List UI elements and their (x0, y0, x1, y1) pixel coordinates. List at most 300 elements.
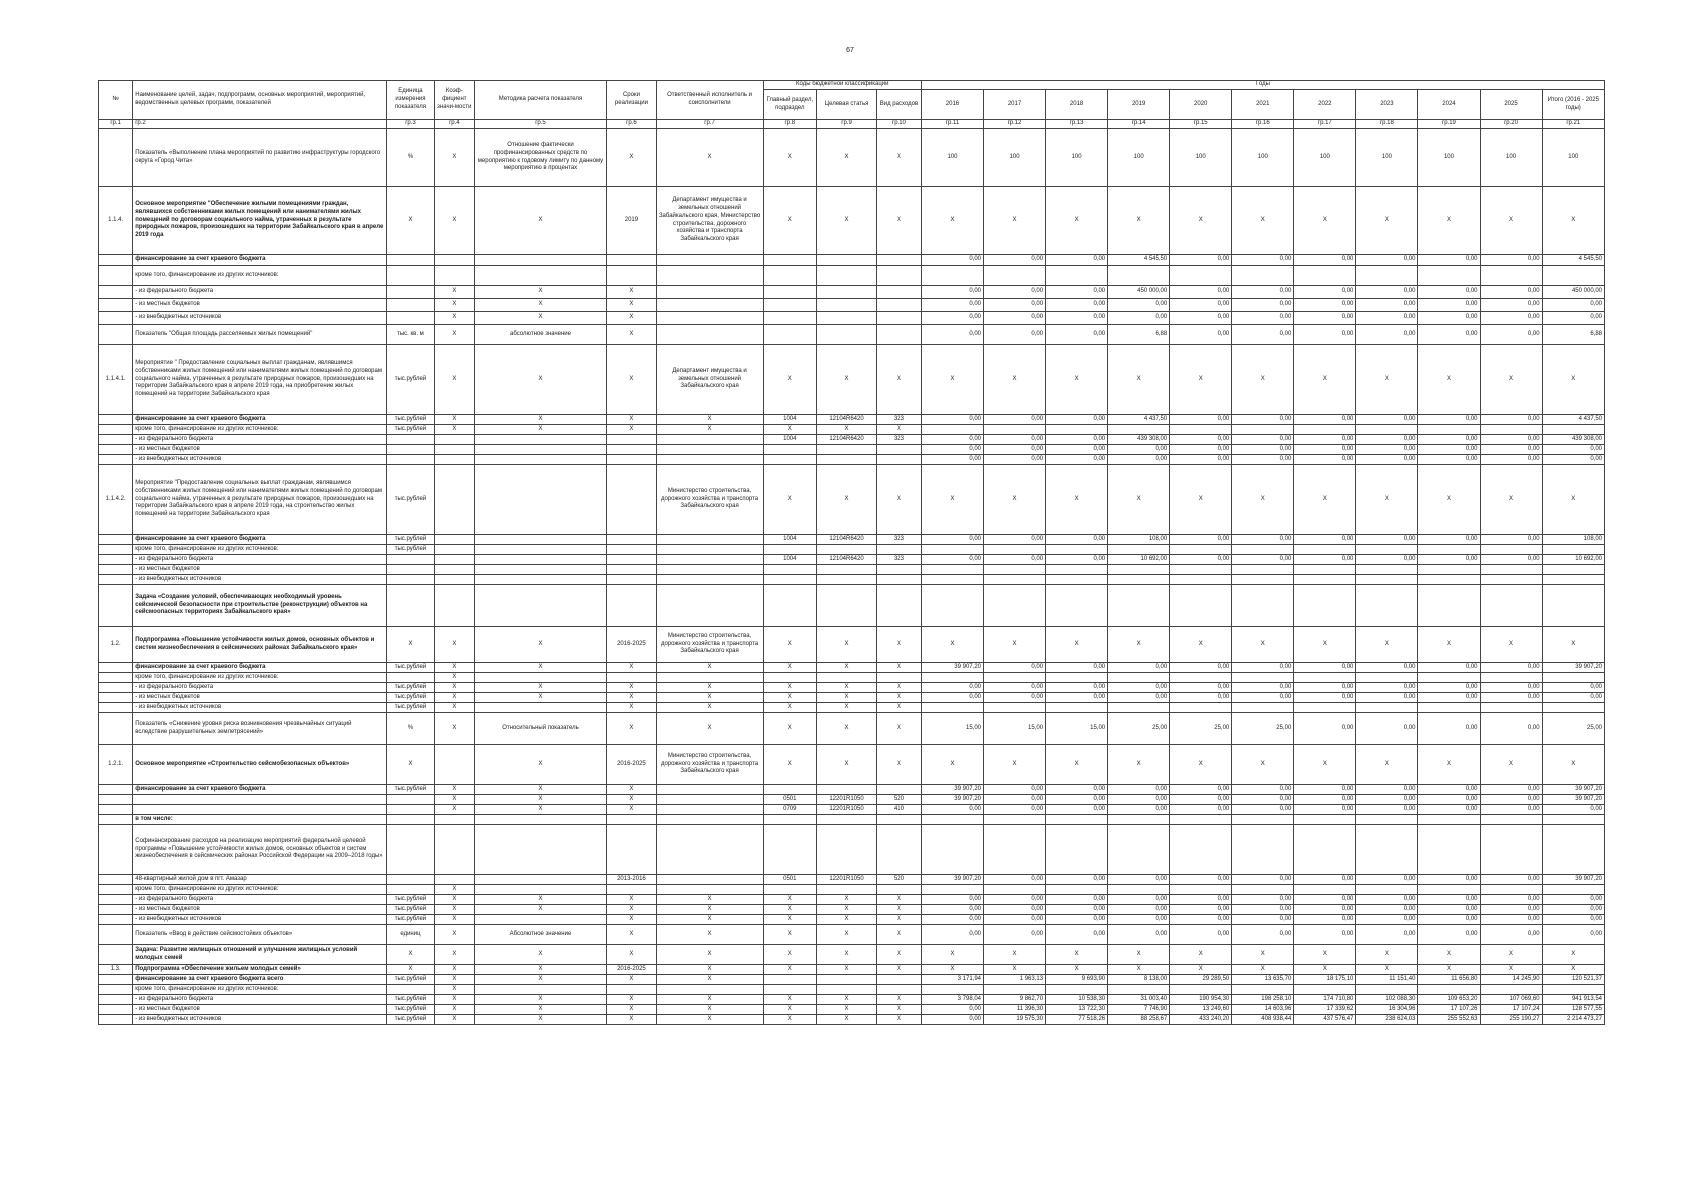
cell-2019: 25,00 (1108, 713, 1170, 745)
cell-2024: 0,00 (1418, 683, 1480, 693)
cell-2016: X (921, 627, 983, 663)
cell-2020: X (1170, 187, 1232, 255)
cell-2024: 0,00 (1418, 286, 1480, 299)
cell-2023: 0,00 (1356, 312, 1418, 325)
cell-section: X (763, 683, 817, 693)
cell-2017: 0,00 (984, 875, 1046, 885)
cell-no (99, 785, 133, 795)
cell-no (99, 545, 133, 555)
cell-2017 (984, 885, 1046, 895)
cell-2019: 0,00 (1108, 312, 1170, 325)
cell-section (763, 575, 817, 585)
cell-2021: 0,00 (1232, 693, 1294, 703)
program-table (98, 80, 1605, 1025)
table-row (99, 535, 1605, 545)
cell-2019 (1108, 825, 1170, 875)
cell-responsible: X (656, 925, 763, 945)
cell-target: X (817, 345, 877, 415)
cell-coef (435, 455, 475, 465)
cell-expense: X (876, 713, 921, 745)
cell-2018: 0,00 (1046, 445, 1108, 455)
cell-2022: 0,00 (1294, 445, 1356, 455)
cell-method (474, 985, 607, 995)
cell-section (763, 785, 817, 795)
cell-expense: X (876, 129, 921, 187)
cell-2023: X (1356, 627, 1418, 663)
cell-method: X (474, 693, 607, 703)
cell-2018: 13 722,30 (1046, 1005, 1108, 1015)
cell-section: X (763, 465, 817, 535)
cell-2025: 14 245,90 (1480, 975, 1542, 985)
cell-expense (876, 825, 921, 875)
cell-2022: 174 710,80 (1294, 995, 1356, 1005)
cell-no (99, 975, 133, 985)
cell-unit (386, 585, 434, 627)
cell-2018: X (1046, 187, 1108, 255)
cell-expense: X (876, 915, 921, 925)
cell-2024: 0,00 (1418, 255, 1480, 266)
table-row (99, 945, 1605, 965)
cell-2024 (1418, 545, 1480, 555)
cell-2022 (1294, 673, 1356, 683)
cell-2017: 0,00 (984, 555, 1046, 565)
cell-2018: 0,00 (1046, 455, 1108, 465)
cell-section: X (763, 1005, 817, 1015)
table-row (99, 985, 1605, 995)
cell-unit: тыс.рублей (386, 895, 434, 905)
cell-2025: 0,00 (1480, 925, 1542, 945)
cell-2019: 0,00 (1108, 905, 1170, 915)
cell-coef: X (435, 975, 475, 985)
cell-unit (386, 286, 434, 299)
header-method: Методика расчета показателя (474, 81, 607, 120)
cell-target: 12104R6420 (817, 555, 877, 565)
cell-coef: X (435, 905, 475, 915)
cell-name: - из местных бюджетов (133, 905, 387, 915)
cell-method: абсолютное значение (474, 325, 607, 345)
cell-method (474, 825, 607, 875)
table-row (99, 703, 1605, 713)
cell-unit (386, 885, 434, 895)
cell-2017: 15,00 (984, 713, 1046, 745)
cell-name: в том числе: (133, 815, 387, 825)
cell-coef: X (435, 713, 475, 745)
cell-2022: 0,00 (1294, 895, 1356, 905)
cell-no (99, 905, 133, 915)
cell-2016 (921, 585, 983, 627)
cell-section: X (763, 905, 817, 915)
cell-target: X (817, 1015, 877, 1025)
cell-2025: 0,00 (1480, 325, 1542, 345)
cell-2025: 0,00 (1480, 805, 1542, 815)
header-year: 2016 (921, 90, 983, 120)
header-year: 2020 (1170, 90, 1232, 120)
cell-coef: X (435, 703, 475, 713)
cell-2025: 0,00 (1480, 785, 1542, 795)
cell-2021: 0,00 (1232, 795, 1294, 805)
cell-no (99, 425, 133, 435)
cell-expense: X (876, 745, 921, 785)
cell-2017 (984, 815, 1046, 825)
cell-2025: 0,00 (1480, 415, 1542, 425)
cell-section: X (763, 713, 817, 745)
cell-responsible (656, 286, 763, 299)
table-row (99, 129, 1605, 187)
cell-2017: 19 575,30 (984, 1015, 1046, 1025)
cell-2024: 0,00 (1418, 925, 1480, 945)
cell-2023 (1356, 985, 1418, 995)
cell-coef: X (435, 895, 475, 905)
cell-2022: 0,00 (1294, 905, 1356, 915)
cell-2017: 100 (984, 129, 1046, 187)
cell-coef (435, 815, 475, 825)
cell-2024: X (1418, 965, 1480, 975)
cell-total: 0,00 (1542, 683, 1604, 693)
cell-method (474, 885, 607, 895)
cell-section: X (763, 1015, 817, 1025)
cell-2023: 0,00 (1356, 693, 1418, 703)
cell-method: Относительный показатель (474, 713, 607, 745)
cell-unit (386, 673, 434, 683)
table-row (99, 415, 1605, 425)
cell-2020 (1170, 885, 1232, 895)
header-name: Наименование целей, задач, подпрограмм, основных мероприятий, мероприятий, ведомственных целевых программ, показателей (133, 81, 387, 120)
cell-target (817, 575, 877, 585)
cell-2021: X (1232, 965, 1294, 975)
cell-2017 (984, 575, 1046, 585)
cell-2022: 0,00 (1294, 915, 1356, 925)
cell-unit (386, 985, 434, 995)
cell-2025: 0,00 (1480, 683, 1542, 693)
cell-2024: 0,00 (1418, 915, 1480, 925)
cell-target (817, 299, 877, 312)
cell-2019 (1108, 815, 1170, 825)
header-target: Целевая статья (817, 90, 877, 120)
cell-2023: 0,00 (1356, 663, 1418, 673)
cell-total: X (1542, 945, 1604, 965)
cell-2017: 9 862,70 (984, 995, 1046, 1005)
cell-unit (386, 299, 434, 312)
cell-method: X (474, 663, 607, 673)
cell-2023: 238 624,03 (1356, 1015, 1418, 1025)
cell-2022: X (1294, 345, 1356, 415)
cell-2017: X (984, 187, 1046, 255)
cell-2021 (1232, 985, 1294, 995)
cell-target (817, 985, 877, 995)
cell-term: 2016-2025 (607, 965, 656, 975)
cell-2019: X (1108, 965, 1170, 975)
header-years: Годы (921, 81, 1604, 90)
cell-expense (876, 975, 921, 985)
cell-2021: 0,00 (1232, 445, 1294, 455)
cell-2019: 0,00 (1108, 925, 1170, 945)
cell-2025 (1480, 985, 1542, 995)
cell-section (763, 985, 817, 995)
cell-no (99, 1015, 133, 1025)
cell-2017: 0,00 (984, 693, 1046, 703)
table-row (99, 312, 1605, 325)
cell-total: 0,00 (1542, 925, 1604, 945)
cell-2017: 0,00 (984, 299, 1046, 312)
cell-2020: X (1170, 945, 1232, 965)
cell-2023: 0,00 (1356, 255, 1418, 266)
cell-2016: 0,00 (921, 925, 983, 945)
cell-no (99, 266, 133, 286)
cell-2019: 0,00 (1108, 875, 1170, 885)
cell-2020: 25,00 (1170, 713, 1232, 745)
cell-term (607, 565, 656, 575)
cell-expense (876, 255, 921, 266)
cell-term: X (607, 895, 656, 905)
cell-2023: X (1356, 187, 1418, 255)
cell-method: X (474, 805, 607, 815)
cell-2018: 77 518,26 (1046, 1015, 1108, 1025)
cell-2024: 0,00 (1418, 693, 1480, 703)
cell-2019: 450 000,00 (1108, 286, 1170, 299)
cell-coef: X (435, 683, 475, 693)
cell-target: X (817, 745, 877, 785)
cell-2017: X (984, 465, 1046, 535)
cell-section (763, 825, 817, 875)
cell-2023 (1356, 425, 1418, 435)
cell-expense: X (876, 925, 921, 945)
cell-2022: 0,00 (1294, 925, 1356, 945)
cell-section (763, 673, 817, 683)
cell-term: X (607, 693, 656, 703)
cell-total: 39 907,20 (1542, 795, 1604, 805)
cell-responsible (656, 266, 763, 286)
cell-section: X (763, 129, 817, 187)
cell-2021 (1232, 575, 1294, 585)
cell-name: - из местных бюджетов (133, 445, 387, 455)
cell-name: Подпрограмма «Повышение устойчивости жилых домов, основных объектов и систем жизнеобеспечения в сейсмических районах Забайкальского края» (133, 627, 387, 663)
cell-2016: 0,00 (921, 555, 983, 565)
cell-2023: 0,00 (1356, 875, 1418, 885)
cell-method (474, 915, 607, 925)
cell-term: X (607, 713, 656, 745)
cell-2017: X (984, 745, 1046, 785)
cell-2023: 0,00 (1356, 713, 1418, 745)
cell-2022: X (1294, 187, 1356, 255)
header-year: 2024 (1418, 90, 1480, 120)
cell-target (817, 325, 877, 345)
cell-no (99, 455, 133, 465)
cell-total: 39 907,20 (1542, 875, 1604, 885)
table-row (99, 1005, 1605, 1015)
cell-2022: 0,00 (1294, 535, 1356, 545)
cell-2018: 0,00 (1046, 795, 1108, 805)
cell-name: - из внебюджетных источников (133, 312, 387, 325)
cell-2020: X (1170, 345, 1232, 415)
cell-2019: 100 (1108, 129, 1170, 187)
cell-2024 (1418, 985, 1480, 995)
cell-no (99, 995, 133, 1005)
cell-term: X (607, 415, 656, 425)
cell-total (1542, 673, 1604, 683)
cell-2017: 0,00 (984, 325, 1046, 345)
header-unit: Единица измерения показателя (386, 81, 434, 120)
cell-2016: 0,00 (921, 435, 983, 445)
cell-section (763, 312, 817, 325)
cell-2022: X (1294, 945, 1356, 965)
cell-section (763, 266, 817, 286)
cell-2019: 0,00 (1108, 785, 1170, 795)
cell-section (763, 255, 817, 266)
cell-method: X (474, 975, 607, 985)
header-section: Главный раздел, подраздел (763, 90, 817, 120)
cell-2024: 0,00 (1418, 905, 1480, 915)
cell-2020 (1170, 815, 1232, 825)
cell-2023: 0,00 (1356, 805, 1418, 815)
cell-2024 (1418, 885, 1480, 895)
cell-2017 (984, 673, 1046, 683)
cell-unit: тыс.рублей (386, 693, 434, 703)
cell-2025 (1480, 885, 1542, 895)
cell-2022: 0,00 (1294, 713, 1356, 745)
cell-2024: X (1418, 627, 1480, 663)
cell-responsible: X (656, 905, 763, 915)
cell-coef (435, 575, 475, 585)
cell-2018: X (1046, 945, 1108, 965)
cell-total: X (1542, 745, 1604, 785)
column-number: гр.10 (876, 120, 921, 129)
cell-2020: 0,00 (1170, 683, 1232, 693)
cell-2018: 0,00 (1046, 875, 1108, 885)
cell-section: 1004 (763, 415, 817, 425)
cell-2021: 13 635,70 (1232, 975, 1294, 985)
cell-2025: 0,00 (1480, 895, 1542, 905)
cell-section: X (763, 663, 817, 673)
table-row (99, 905, 1605, 915)
cell-2022: 0,00 (1294, 805, 1356, 815)
cell-expense: 323 (876, 415, 921, 425)
cell-target: X (817, 995, 877, 1005)
header-year: 2018 (1046, 90, 1108, 120)
cell-section (763, 445, 817, 455)
cell-2020 (1170, 266, 1232, 286)
cell-2016: 100 (921, 129, 983, 187)
cell-section (763, 975, 817, 985)
cell-name: Основное мероприятие «Строительство сейсмобезопасных объектов» (133, 745, 387, 785)
cell-2016: 0,00 (921, 312, 983, 325)
cell-2020: X (1170, 965, 1232, 975)
cell-no (99, 985, 133, 995)
cell-2021: 0,00 (1232, 875, 1294, 885)
cell-term: X (607, 312, 656, 325)
cell-2020 (1170, 703, 1232, 713)
table-row (99, 663, 1605, 673)
cell-name: Софинансирование расходов на реализацию мероприятий федеральной целевой программы «Повышение устойчивости жилых домов, основных объектов и систем жизнеобеспечения в сейсмических районах Российской Федерации на 2009–2018 годы» (133, 825, 387, 875)
cell-2021: 0,00 (1232, 435, 1294, 445)
cell-no (99, 585, 133, 627)
cell-method: X (474, 187, 607, 255)
cell-responsible: Министерство строительства, дорожного хозяйства и транспорта Забайкальского края (656, 465, 763, 535)
cell-no (99, 575, 133, 585)
cell-no (99, 312, 133, 325)
cell-method: X (474, 627, 607, 663)
table-row (99, 299, 1605, 312)
cell-responsible (656, 875, 763, 885)
table-row (99, 345, 1605, 415)
cell-name: финансирование за счет краевого бюджета всего (133, 975, 387, 985)
cell-coef: X (435, 415, 475, 425)
cell-2025: 0,00 (1480, 795, 1542, 805)
cell-2018: X (1046, 627, 1108, 663)
cell-section (763, 585, 817, 627)
cell-2021 (1232, 266, 1294, 286)
cell-total: 0,00 (1542, 299, 1604, 312)
cell-2022: 0,00 (1294, 683, 1356, 693)
cell-coef (435, 875, 475, 885)
column-number: гр.9 (817, 120, 877, 129)
column-number: гр.18 (1356, 120, 1418, 129)
cell-no (99, 693, 133, 703)
cell-responsible: X (656, 915, 763, 925)
header-responsible: Ответственный исполнитель и соисполнители (656, 81, 763, 120)
cell-2023: 100 (1356, 129, 1418, 187)
cell-unit: X (386, 965, 434, 975)
cell-unit: тыс.рублей (386, 425, 434, 435)
header-year: 2023 (1356, 90, 1418, 120)
cell-2019: X (1108, 745, 1170, 785)
cell-2024: 255 552,63 (1418, 1015, 1480, 1025)
cell-2020: 13 249,60 (1170, 1005, 1232, 1015)
cell-name: - из внебюджетных источников (133, 703, 387, 713)
cell-2023: 0,00 (1356, 435, 1418, 445)
cell-2023 (1356, 825, 1418, 875)
cell-2023: 0,00 (1356, 445, 1418, 455)
cell-target: X (817, 915, 877, 925)
cell-responsible: Министерство строительства, дорожного хозяйства и транспорта Забайкальского края (656, 627, 763, 663)
cell-unit: тыс.рублей (386, 465, 434, 535)
table-row (99, 1015, 1605, 1025)
cell-no (99, 925, 133, 945)
cell-responsible (656, 815, 763, 825)
column-number: гр.7 (656, 120, 763, 129)
cell-2016 (921, 815, 983, 825)
cell-coef: X (435, 663, 475, 673)
cell-2022 (1294, 575, 1356, 585)
cell-name: - из местных бюджетов (133, 1005, 387, 1015)
table-row (99, 875, 1605, 885)
cell-2023 (1356, 575, 1418, 585)
cell-term: X (607, 703, 656, 713)
cell-no: 1.1.4. (99, 187, 133, 255)
cell-section: X (763, 627, 817, 663)
cell-term (607, 673, 656, 683)
column-number: гр.19 (1418, 120, 1480, 129)
cell-2019 (1108, 673, 1170, 683)
cell-responsible (656, 805, 763, 815)
cell-term: X (607, 1005, 656, 1015)
cell-coef: X (435, 299, 475, 312)
cell-2020: 0,00 (1170, 445, 1232, 455)
cell-unit: X (386, 945, 434, 965)
cell-term: X (607, 925, 656, 945)
cell-2019: 4 437,50 (1108, 415, 1170, 425)
cell-2016: 15,00 (921, 713, 983, 745)
cell-method: X (474, 995, 607, 1005)
cell-2017: 0,00 (984, 312, 1046, 325)
cell-unit (386, 575, 434, 585)
cell-2018: 0,00 (1046, 663, 1108, 673)
cell-responsible: Департамент имущества и земельных отношений Забайкальского края, Министерство строительства, дорожного хозяйства и транспорта Забайкальского края (656, 187, 763, 255)
cell-2016: 0,00 (921, 1005, 983, 1015)
cell-name: - из местных бюджетов (133, 693, 387, 703)
cell-2023: X (1356, 965, 1418, 975)
header-year: 2017 (984, 90, 1046, 120)
cell-2020: X (1170, 627, 1232, 663)
